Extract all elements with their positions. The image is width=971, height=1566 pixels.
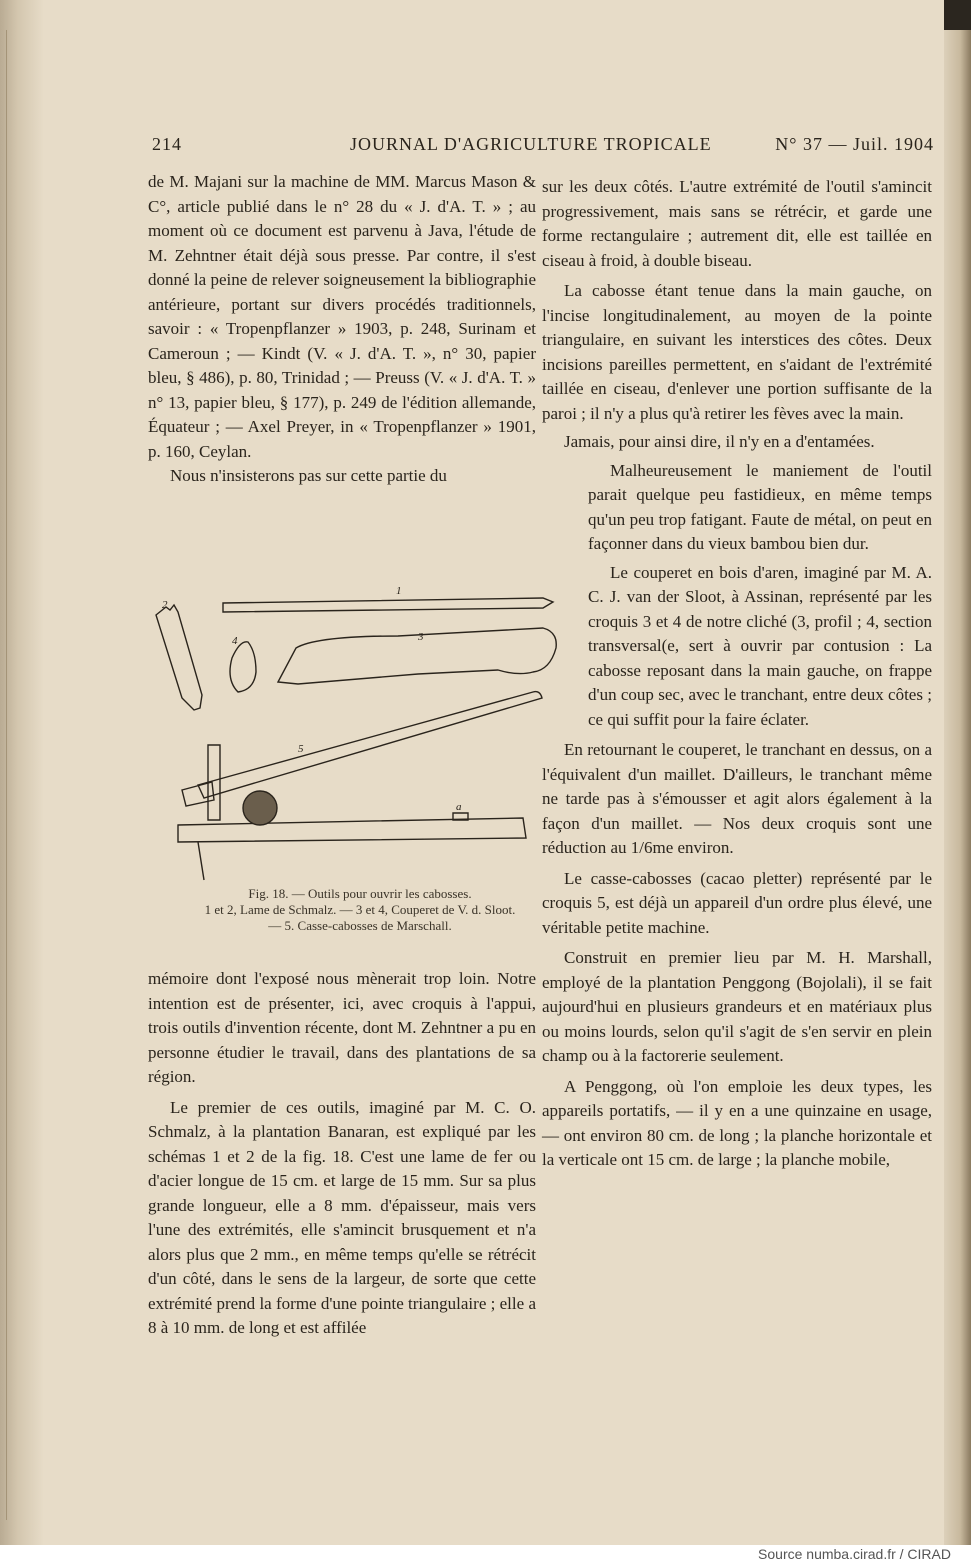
figure-label: 2	[162, 599, 168, 611]
issue-info: N° 37 — Juil. 1904	[775, 134, 934, 154]
paragraph: En retournant le couperet, le tranchant en dessus, on a l'équivalent d'un maillet. D'ailleurs, le tranchant même ne tarde pas à s'émousser et agit alors également à la façon d'un maillet. — Nos deux croquis sont une réduction au 1/6me environ.	[542, 740, 932, 857]
scan-corner	[944, 0, 971, 30]
base-plank-sketch	[178, 818, 526, 842]
paragraph: Le casse-cabosses (cacao pletter) représenté par le croquis 5, est déjà un appareil d'un ordre plus élevé, une véritable petite machine.	[542, 868, 932, 937]
lever-arm-sketch	[198, 692, 542, 798]
running-header	[152, 134, 934, 164]
page-right-edge	[944, 0, 971, 1545]
paragraph: Construit en premier lieu par M. H. Marshall, employé de la plantation Penggong (Bojolali), il se fait aujourd'hui en plusieurs grandeurs et en matériaux plus ou moins lourds, selon qu'il s'agit de s'en servir en plein champ ou à la factorerie seulement.	[542, 948, 932, 1065]
paragraph: La cabosse étant tenue dans la main gauche, on l'incise longitudinalement, au moyen de la pointe triangulaire, en suivant les interstices des côtes. Deux incisions pareilles permettent, en s'aidant de l'extrémité taillée en ciseau, d'enlever une portion suffisante de la paroi ; il n'y a plus qu'à retirer les fèves avec la main.	[542, 281, 932, 423]
paragraph: A Penggong, où l'on emploie les deux types, les appareils portatifs, — il y en a une quinzaine en usage, — ont environ 80 cm. de long ; la planche horizontale et la verticale ont 15 cm. de large ; la planche mobile,	[542, 1076, 932, 1169]
blade-profile-sketch	[156, 605, 202, 710]
caption-line: — 5. Casse-cabosses de Marschall.	[268, 918, 452, 933]
figure-label: 5	[298, 743, 304, 755]
left-column-bottom	[148, 967, 536, 1341]
figure-label: 1	[396, 585, 402, 597]
figure-18-tools	[148, 580, 558, 890]
paragraph: mémoire dont l'exposé nous mènerait trop loin. Notre intention est de présenter, ici, avec croquis à l'appui, trois outils d'invention récente, dont M. Zehntner a pu en personne étudier le travail, dans des plantations de sa région.	[148, 969, 536, 1086]
paragraph: Le couperet en bois d'aren, imaginé par M. A. C. J. van der Sloot, à Assinan, représenté par les croquis 3 et 4 de notre cliché (3, profil ; 4, section transversal(e, sert à ouvrir par contusion : La cabosse reposant dans la main gauche, on frappe d'un coup sec, avec le tranchant, entre deux côtes ; ce qui suffit pour la faire éclater.	[588, 562, 932, 729]
left-column-top	[148, 170, 536, 489]
cocoa-pod-sketch	[243, 791, 277, 825]
stand-leg-sketch	[198, 842, 204, 880]
paragraph: Le premier de ces outils, imaginé par M. C. O. Schmalz, à la plantation Banaran, est expliqué par les schémas 1 et 2 de la fig. 18. C'est une lame de fer ou d'acier longue de 15 cm. et large de 15 mm. Sur sa plus grande longueur, elle a 8 mm. d'épaisseur, mais vers l'une des extrémités, elle s'amincit brusquement et n'a alors plus que 2 mm., en même temps qu'elle se rétrécit d'un côté, dans le sens de la largeur, de sorte que cette extrémité prend la forme d'une pointe triangulaire ; elle a 8 à 10 mm. de long et est affilée	[148, 1097, 536, 1337]
paragraph: sur les deux côtés. L'autre extrémité de l'outil s'amincit progressivement, mais sans se rétrécir, et garde une forme rectangulaire ; autrement dit, elle est taillée en ciseau à froid, à double biseau.	[542, 177, 932, 270]
figure-label: 3	[418, 631, 424, 643]
paragraph: Malheureusement le maniement de l'outil parait quelque peu fastidieux, en même temps qu'un peu trop fatigant. Faute de métal, on peut en façonner dans du vieux bambou bien dur.	[588, 460, 932, 553]
paragraph: Jamais, pour ainsi dire, il n'y en a d'entamées.	[564, 432, 875, 451]
figure-label: a	[456, 801, 462, 813]
caption-line: 1 et 2, Lame de Schmalz. — 3 et 4, Couperet de V. d. Sloot.	[204, 902, 516, 917]
page-number: 214	[152, 134, 182, 154]
page-edge-line	[6, 30, 7, 1520]
lever-handle-sketch	[182, 782, 214, 806]
source-credit: Source numba.cirad.fr / CIRAD	[758, 1546, 951, 1562]
paragraph: de M. Majani sur la machine de MM. Marcus Mason & C°, article publié dans le n° 28 du « J. d'A. T. » ; au moment où ce document est parvenu à Java, l'étude de M. Zehntner était déjà sous presse. Par contre, il s'est donné la peine de relever soigneusement la bibliographie antérieure, portant sur divers procédés traditionnels, savoir : « Tropenpflanzer » 1903, p. 248, Surinam et Cameroun ; — Kindt (V. « J. d'A. T. », n° 30, papier bleu, § 486), p. 80, Trinidad ; — Preuss (V. « J. d'A. T. » n° 13, papier bleu, § 177), p. 249 de l'édition allemande, Équateur ; — Axel Preyer, in « Tropenpflanzer » 1901, p. 160, Ceylan.	[148, 172, 536, 461]
caption-line: Fig. 18. — Outils pour ouvrir les cabosses.	[248, 886, 472, 901]
paragraph: Nous n'insisterons pas sur cette partie du	[170, 466, 447, 485]
figure-label: 4	[232, 635, 238, 647]
journal-page	[130, 0, 940, 1545]
blade-schmalz-sketch	[223, 598, 553, 612]
cleaver-section-sketch	[230, 642, 256, 692]
tools-illustration	[148, 580, 558, 890]
right-column	[542, 175, 932, 1173]
figure-caption	[140, 886, 580, 934]
journal-title: JOURNAL D'AGRICULTURE TROPICALE	[350, 134, 712, 154]
